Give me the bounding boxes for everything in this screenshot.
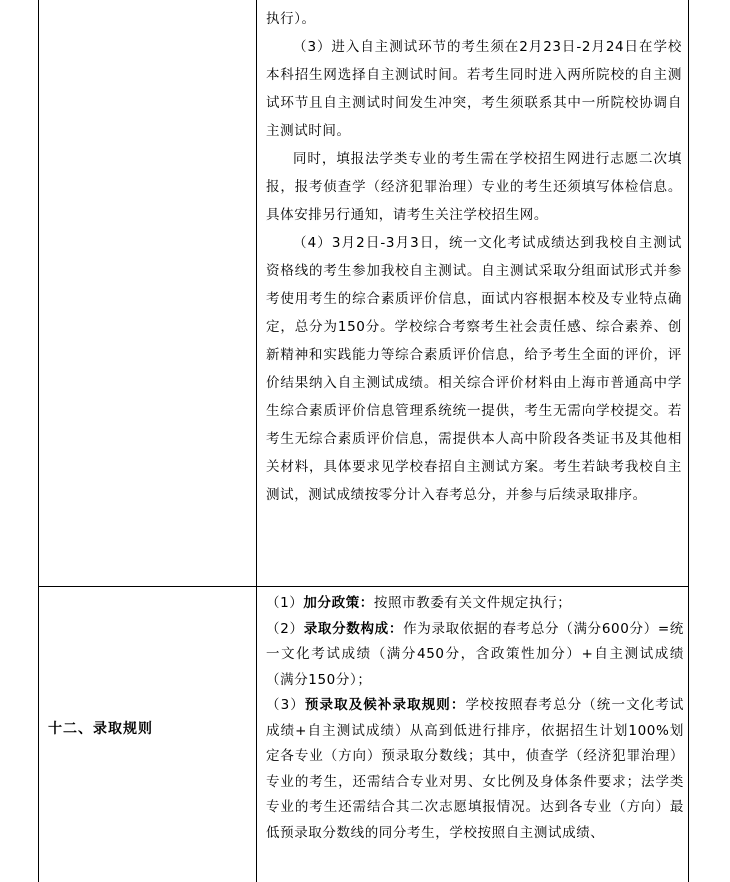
table-left-border — [38, 0, 39, 882]
rule-2-text: 作为录取依据的春考总分（满分600分）=统一文化考试成绩（满分450分，含政策性加分）+自主测试成绩（满分150分）； — [266, 620, 685, 688]
rule-3 — [266, 693, 684, 846]
continued-line: 执行）。 — [266, 11, 316, 27]
rule-1-text: 按照市教委有关文件规定执行； — [373, 595, 572, 611]
rule-1-title: 加分政策： — [303, 595, 374, 611]
rule-3-title: 预录取及候补录取规则： — [304, 697, 466, 713]
admission-rules-cell — [266, 591, 684, 846]
rule-1-prefix: （1） — [266, 595, 304, 611]
rule-2-prefix: （2） — [266, 620, 304, 637]
schedule-content-cell — [266, 5, 682, 509]
rule-1 — [266, 591, 684, 617]
item-4-paragraph: （4）3月2日-3月3日，统一文化考试成绩达到我校自主测试资格线的考生参加我校自主测试。自主测试采取分组面试形式并参考使用考生的综合素质评价信息，面试内容根据本校及专业特点确定，总分为150分。学校综合考察考生社会责任感、综合素养、创新精神和实践能力等综合素质评价信息，给予考生全面的评价，评价结果纳入自主测试成绩。相关综合评价材料由上海市普通高中学生综合素质评价信息管理系统统一提供，考生无需向学校提交。若考生无综合素质评价信息，需提供本人高中阶段各类证书及其他相关材料，具体要求见学校春招自主测试方案。考生若缺考我校自主测试，测试成绩按零分计入春考总分，并参与后续录取排序。 — [266, 235, 682, 503]
rule-3-text: 学校按照春考总分（统一文化考试成绩+自主测试成绩）从高到低进行排序，依据招生计划100%划定各专业（方向）预录取分数线；其中，侦查学（经济犯罪治理）专业的考生，还需结合专业对男、女比例及身体条件要求；法学类专业的考生还需结合其二次志愿填报情况。达到各专业（方向）最低预录取分数线的同分考生，学校按照自主测试成绩、 — [266, 697, 684, 841]
rule-3-prefix: （3） — [266, 697, 305, 713]
rule-2-title: 录取分数构成： — [303, 620, 404, 637]
row-divider — [38, 586, 689, 587]
rule-2 — [266, 617, 684, 694]
section-12-label: 十二、录取规则 — [48, 721, 153, 737]
item-3-paragraph: （3）进入自主测试环节的考生须在2月23日-2月24日在学校本科招生网选择自主测试时间。若考生同时进入两所院校的自主测试环节且自主测试时间发生冲突，考生须联系其中一所院校协调自主测试时间。 — [266, 39, 682, 139]
column-divider — [256, 0, 257, 882]
law-major-note-paragraph: 同时，填报法学类专业的考生需在学校招生网进行志愿二次填报，报考侦查学（经济犯罪治理）专业的考生还须填写体检信息。具体安排另行通知，请考生关注学校招生网。 — [266, 151, 682, 223]
table-right-border — [688, 0, 689, 882]
admission-table — [38, 0, 689, 882]
